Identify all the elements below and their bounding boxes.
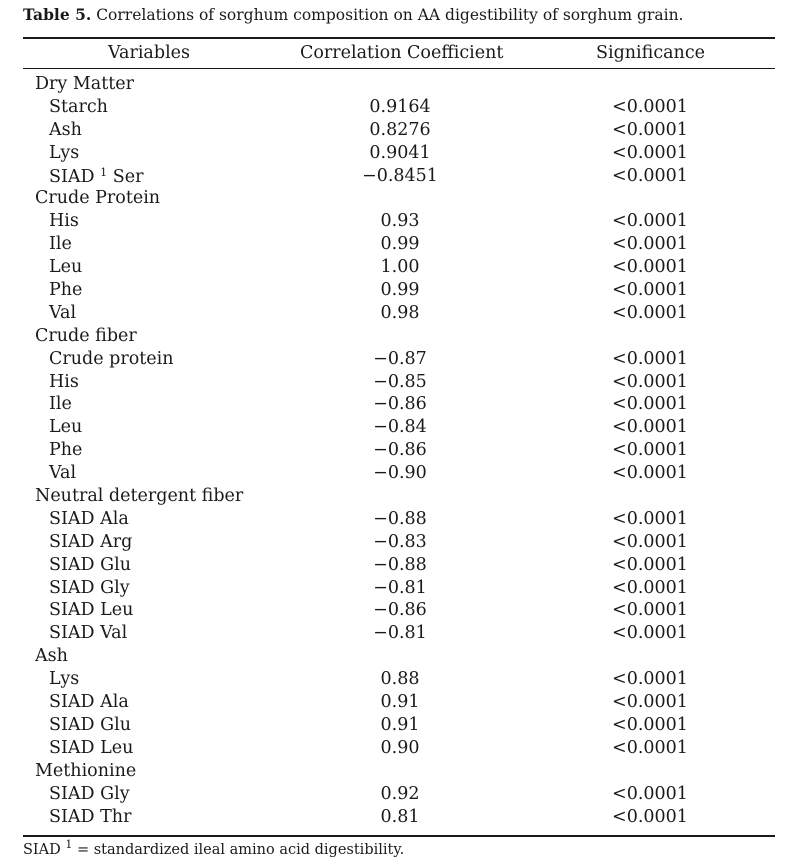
row-coefficient: −0.85 [373, 371, 427, 392]
row-variable-label: Ile [49, 234, 72, 255]
row-variable [49, 623, 127, 643]
row-coefficient: −0.90 [373, 463, 427, 484]
row-variable [49, 555, 131, 575]
table-group-row [0, 188, 795, 211]
row-variable-label: SIAD Arg [49, 531, 133, 552]
row-coefficient: −0.83 [373, 531, 427, 552]
table-row [0, 143, 795, 166]
row-significance: <0.0001 [612, 623, 688, 644]
row-coefficient: −0.86 [373, 394, 427, 415]
table-row [0, 715, 795, 738]
row-variable-suffix: Ser [107, 166, 144, 187]
row-significance: <0.0001 [612, 348, 688, 369]
row-variable [49, 807, 131, 827]
row-coefficient: 0.98 [380, 302, 420, 323]
row-variable-label: Dry Matter [35, 74, 134, 94]
row-coefficient: 0.88 [380, 669, 420, 690]
row-variable [49, 715, 131, 735]
row-variable [49, 578, 130, 598]
row-variable [49, 600, 133, 620]
row-variable [49, 143, 79, 163]
row-variable [49, 166, 143, 187]
row-coefficient: 0.99 [380, 234, 420, 255]
row-variable-label: SIAD Leu [49, 737, 134, 758]
row-significance: <0.0001 [612, 96, 688, 117]
table-row [0, 349, 795, 372]
row-significance: <0.0001 [612, 737, 688, 758]
table-row [0, 417, 795, 440]
row-significance: <0.0001 [612, 280, 688, 301]
row-variable [49, 692, 129, 712]
row-variable [35, 486, 243, 506]
table-row [0, 784, 795, 807]
row-variable-label: Ash [49, 119, 82, 140]
row-variable-label: Ile [49, 394, 72, 415]
row-variable-label: Val [49, 463, 77, 484]
footnote-text: = standardized ileal amino acid digestibility. [72, 842, 405, 858]
table-group-row [0, 326, 795, 349]
row-coefficient: −0.88 [373, 508, 427, 529]
row-variable [49, 280, 82, 300]
row-variable-label: Lys [49, 142, 80, 163]
row-coefficient: −0.86 [373, 600, 427, 621]
row-variable-label: Crude fiber [35, 325, 137, 346]
table-row [0, 372, 795, 395]
row-significance: <0.0001 [612, 440, 688, 461]
header-coefficient: Correlation Coefficient [300, 43, 504, 63]
table-row [0, 257, 795, 280]
row-significance: <0.0001 [612, 714, 688, 735]
footnote-sup: 1 [65, 838, 73, 851]
row-variable [49, 509, 129, 529]
row-variable [49, 349, 174, 369]
row-variable [49, 394, 72, 414]
table-header [23, 40, 775, 68]
row-variable [49, 303, 76, 323]
row-variable-label: Ash [35, 646, 68, 667]
row-variable-label: SIAD Glu [49, 554, 131, 575]
row-variable-label: Crude protein [49, 348, 174, 369]
row-significance: <0.0001 [612, 211, 688, 232]
row-variable-label: Crude Protein [35, 188, 161, 209]
row-coefficient: −0.84 [373, 417, 427, 438]
row-variable [35, 188, 160, 208]
row-significance: <0.0001 [612, 554, 688, 575]
row-significance: <0.0001 [612, 783, 688, 804]
row-coefficient: 0.91 [380, 692, 420, 713]
row-variable [49, 440, 82, 460]
row-variable-label: SIAD [49, 166, 95, 187]
row-significance: <0.0001 [612, 577, 688, 598]
row-coefficient: 0.9041 [369, 142, 431, 163]
table-row [0, 578, 795, 601]
row-significance: <0.0001 [612, 692, 688, 713]
header-variables: Variables [108, 43, 190, 63]
row-variable-label: SIAD Ala [49, 508, 129, 529]
table-group-row [0, 761, 795, 784]
row-variable-superscript: 1 [100, 165, 108, 179]
table-row [0, 509, 795, 532]
row-variable [49, 463, 76, 483]
table-row [0, 120, 795, 143]
table-row [0, 394, 795, 417]
row-coefficient: 0.91 [380, 714, 420, 735]
table-caption [23, 5, 683, 24]
row-significance: <0.0001 [612, 371, 688, 392]
row-variable [49, 211, 79, 231]
row-variable-label: SIAD Leu [49, 600, 134, 621]
row-variable [49, 669, 79, 689]
row-coefficient: 0.93 [380, 211, 420, 232]
top-rule [23, 37, 775, 39]
table-row [0, 211, 795, 234]
row-variable-label: Phe [49, 280, 83, 301]
table-row [0, 692, 795, 715]
row-variable [49, 532, 132, 552]
row-variable [49, 120, 82, 140]
row-coefficient: 0.99 [380, 280, 420, 301]
row-variable-label: His [49, 211, 79, 232]
row-coefficient: −0.87 [373, 348, 427, 369]
table-label: Table 5. [23, 5, 92, 24]
row-variable-label: His [49, 371, 79, 392]
row-variable [35, 646, 68, 666]
row-variable-label: SIAD Ala [49, 692, 129, 713]
footnote [23, 838, 404, 858]
row-significance: <0.0001 [612, 165, 688, 186]
row-variable-label: Phe [49, 440, 83, 461]
header-rule [23, 68, 775, 69]
row-significance: <0.0001 [612, 394, 688, 415]
row-variable-label: SIAD Thr [49, 806, 132, 827]
table-row [0, 623, 795, 646]
row-variable-label: Val [49, 302, 77, 323]
table-row [0, 738, 795, 761]
row-significance: <0.0001 [612, 302, 688, 323]
table-row [0, 440, 795, 463]
row-significance: <0.0001 [612, 417, 688, 438]
row-variable-label: SIAD Glu [49, 714, 131, 735]
row-variable [35, 326, 137, 346]
bottom-rule [23, 835, 775, 837]
row-significance: <0.0001 [612, 463, 688, 484]
row-variable-label: Methionine [35, 760, 137, 781]
row-coefficient: −0.88 [373, 554, 427, 575]
row-coefficient: −0.86 [373, 440, 427, 461]
row-variable [49, 417, 82, 437]
header-significance: Significance [596, 43, 705, 63]
row-variable-label: Neutral detergent fiber [35, 486, 244, 507]
table-body [0, 74, 795, 829]
row-variable-label: SIAD Val [49, 623, 128, 644]
row-variable [49, 372, 79, 392]
row-coefficient: −0.81 [373, 623, 427, 644]
table-row [0, 303, 795, 326]
row-variable-label: Leu [49, 257, 83, 278]
caption-text: Correlations of sorghum composition on AA digestibility of sorghum grain. [91, 6, 684, 24]
row-significance: <0.0001 [612, 119, 688, 140]
row-variable-label: Starch [49, 96, 108, 117]
row-coefficient: 0.9164 [369, 96, 431, 117]
row-significance: <0.0001 [612, 531, 688, 552]
table-row [0, 97, 795, 120]
row-significance: <0.0001 [612, 600, 688, 621]
row-variable-label: Leu [49, 417, 83, 438]
table-row [0, 166, 795, 189]
row-significance: <0.0001 [612, 234, 688, 255]
table-row [0, 280, 795, 303]
row-variable [35, 761, 136, 781]
table-row [0, 669, 795, 692]
row-variable [49, 234, 72, 254]
row-variable-label: SIAD Gly [49, 783, 130, 804]
row-variable [49, 257, 82, 277]
row-coefficient: 0.92 [380, 783, 420, 804]
row-coefficient: −0.8451 [362, 165, 438, 186]
table-row [0, 532, 795, 555]
row-variable [35, 74, 134, 94]
table-row [0, 463, 795, 486]
row-variable-label: SIAD Gly [49, 577, 130, 598]
footnote-term: SIAD [23, 842, 61, 858]
table-group-row [0, 486, 795, 509]
row-variable [49, 784, 130, 804]
row-variable [49, 738, 133, 758]
row-significance: <0.0001 [612, 806, 688, 827]
table-row [0, 555, 795, 578]
row-significance: <0.0001 [612, 669, 688, 690]
table-row [0, 234, 795, 257]
row-coefficient: 0.81 [380, 806, 420, 827]
table-row [0, 807, 795, 830]
row-coefficient: 0.8276 [369, 119, 431, 140]
row-significance: <0.0001 [612, 257, 688, 278]
row-coefficient: −0.81 [373, 577, 427, 598]
row-coefficient: 1.00 [380, 257, 420, 278]
row-significance: <0.0001 [612, 142, 688, 163]
row-coefficient: 0.90 [380, 737, 420, 758]
table-group-row [0, 74, 795, 97]
table-group-row [0, 646, 795, 669]
table-row [0, 600, 795, 623]
row-variable [49, 97, 108, 117]
row-significance: <0.0001 [612, 508, 688, 529]
row-variable-label: Lys [49, 669, 80, 690]
